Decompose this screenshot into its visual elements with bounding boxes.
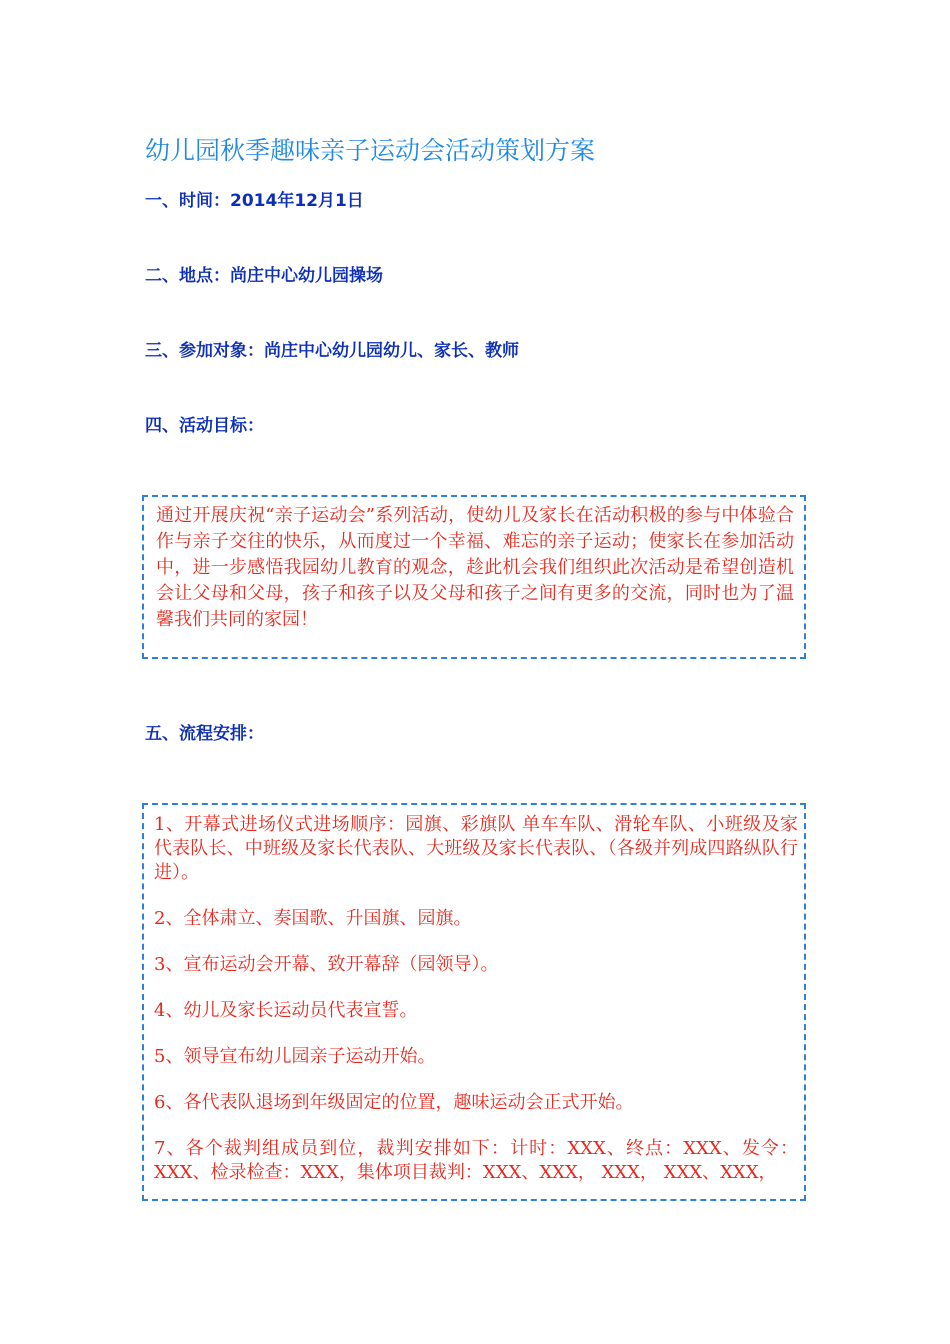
schedule-step: 4、幼儿及家长运动员代表宣誓。 <box>154 1000 418 1021</box>
schedule-step: 1、开幕式进场仪式进场顺序：园旗、彩旗队 单车车队、滑轮车队、小班级及家代表队长、中班级及家长代表队、大班级及家长代表队、（各级并列成四路纵队行进）。 <box>154 814 798 883</box>
goals-box <box>142 495 806 659</box>
schedule-step: 5、领导宣布幼儿园亲子运动开始。 <box>154 1046 436 1067</box>
section-heading-goals: 四、活动目标： <box>145 416 264 436</box>
schedule-step: 3、宣布运动会开幕、致开幕辞（园领导）。 <box>154 954 499 975</box>
schedule-step: 6、各代表队退场到年级固定的位置，趣味运动会正式开始。 <box>154 1092 634 1113</box>
document-title: 幼儿园秋季趣味亲子运动会活动策划方案 <box>145 136 596 165</box>
goals-text: 通过开展庆祝“亲子运动会”系列活动，使幼儿及家长在活动积极的参与中体验合作与亲子交往的快乐，从而度过一个幸福、难忘的亲子运动；使家长在参加活动中，进一步感悟我园幼儿教育的观念，趁此机会我们组织此次活动是希望创造机会让父母和父母，孩子和孩子以及父母和孩子之间有更多的交流，同时也为了温馨我们共同的家园！ <box>156 505 794 630</box>
schedule-box <box>142 803 806 1201</box>
schedule-step: 7、各个裁判组成员到位，裁判安排如下：计时：XXX、终点：XXX、发令：XXX、检录检查：XXX，集体项目裁判：XXX、XXX， XXX， XXX、XXX， <box>154 1138 798 1183</box>
section-heading-location: 二、地点：尚庄中心幼儿园操场 <box>145 266 383 286</box>
section-heading-participants: 三、参加对象：尚庄中心幼儿园幼儿、家长、教师 <box>145 341 519 361</box>
section-heading-schedule: 五、流程安排： <box>145 724 264 744</box>
schedule-step: 2、全体肃立、奏国歌、升国旗、园旗。 <box>154 908 472 929</box>
section-heading-time: 一、时间：2014年12月1日 <box>145 191 364 211</box>
